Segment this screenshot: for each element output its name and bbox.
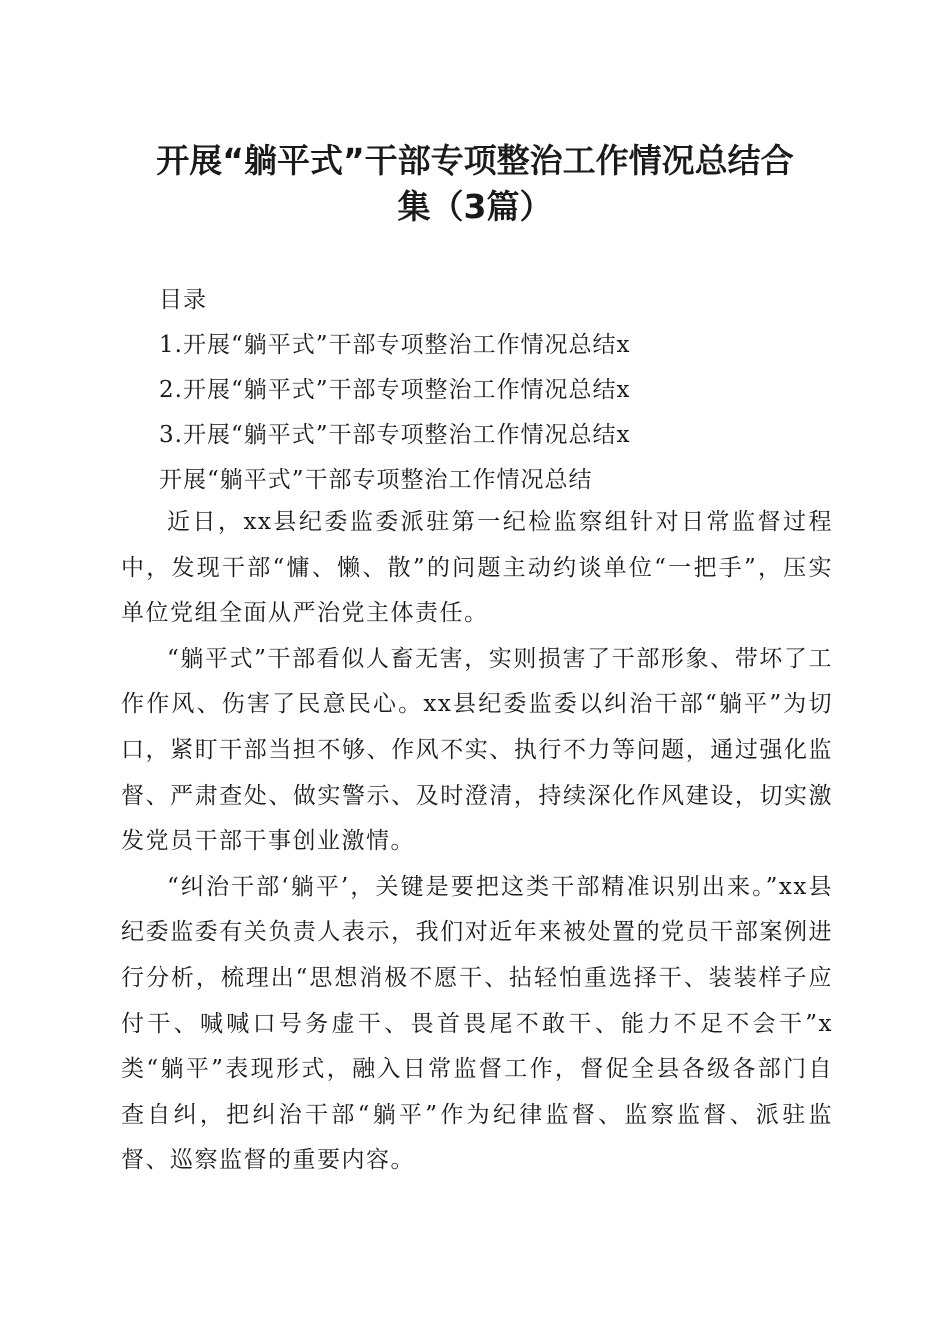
toc-heading: 目录 [159,287,207,313]
paragraph-2: “躺平式”干部看似人畜无害，实则损害了干部形象、带坏了工作作风、伤害了民意民心。xx县纪委监委以纠治干部“躺平”为切口，紧盯干部当担不够、作风不实、执行不力等问题，通过强化监督、严肃查处、做实警示、及时澄清，持续深化作风建设，切实激发党员干部干事创业激情。 [121,645,833,855]
section-title: 开展“躺平式”干部专项整治工作情况总结 [159,467,593,493]
table-of-contents [159,278,839,503]
paragraph-3: “纠治干部‘躺平’，关键是要把这类干部精准识别出来。”xx县纪委监委有关负责人表示，我们对近年来被处置的党员干部案例进行分析，梳理出“思想消极不愿干、拈轻怕重选择干、装装样子应付干、喊喊口号务虚干、畏首畏尾不敢干、能力不足不会干”x类“躺平”表现形式，融入日常监督工作，督促全县各级各部门自查自纠，把纠治干部“躺平”作为纪律监督、监察监督、派驻监督、巡察监督的重要内容。 [121,873,833,1174]
title-line-1: 开展“躺平式”干部专项整治工作情况总结合 [156,141,794,180]
document-title [100,138,850,230]
toc-item-3: 3.开展“躺平式”干部专项整治工作情况总结x [159,422,631,448]
paragraph-1: 近日，xx县纪委监委派驻第一纪检监察组针对日常监督过程中，发现干部“慵、懒、散”的问题主动约谈单位“一把手”，压实单位党组全面从严治党主体责任。 [121,509,833,627]
document-body [121,500,833,1184]
title-line-2: 集（3篇） [397,187,553,226]
toc-item-1: 1.开展“躺平式”干部专项整治工作情况总结x [159,332,631,358]
toc-item-2: 2.开展“躺平式”干部专项整治工作情况总结x [159,377,631,403]
